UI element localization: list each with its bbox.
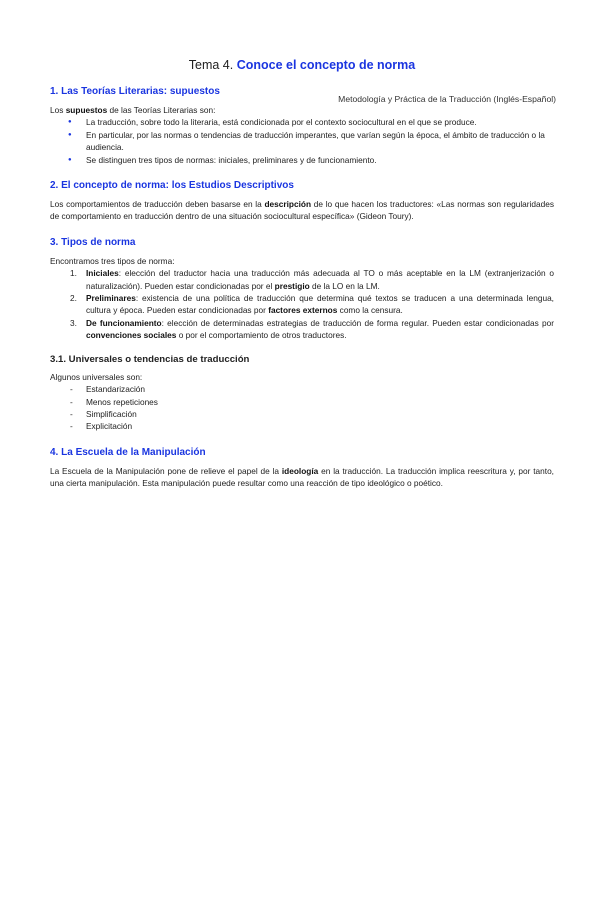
- title-prefix: Tema 4.: [188, 58, 237, 72]
- dash-marker: -: [70, 408, 73, 419]
- section-3-intro: Encontramos tres tipos de norma:: [50, 255, 175, 266]
- text-run: Los comportamientos de traducción deben basarse en la: [50, 199, 265, 210]
- bullet-item: ● Se distinguen tres tipos de normas: iniciales, preliminares y de funcionamiento.: [50, 154, 554, 166]
- item-number: 3.: [70, 317, 77, 328]
- bullet-item: ● La traducción, sobre todo la literaria, está condicionada por el contexto sociocultural en el que se produce.: [50, 116, 554, 128]
- section-4-heading: 4. La Escuela de la Manipulación: [50, 446, 206, 458]
- text-run: : elección de determinadas estrategias de traducción de forma regular. Pueden estar condicionadas por: [161, 317, 554, 328]
- text-run: de la LO en la LM.: [309, 280, 380, 291]
- section-3-1-heading: 3.1. Universales o tendencias de traducción: [50, 353, 250, 365]
- item-number: 2.: [70, 293, 77, 304]
- page-title: [50, 58, 554, 72]
- bold-term: ideología: [281, 465, 319, 476]
- text-run: : existencia de una política de traducción que determina qué textos se traducen a una determinada lengua, cultura y época. Pueden estar condicionadas por: [86, 293, 554, 316]
- text-run: : elección del traductor hacia una traducción más adecuada al TO o más aceptable en la LM (extranjerización o naturalización). Pueden estar condicionadas por el: [86, 268, 554, 291]
- text-run: de lo que hacen los traductores: «Las normas son regularidades de comportamiento en traducción dentro de una situación sociocultural específica» (Gideon Toury).: [50, 199, 554, 222]
- section-3-1-dash-list: [50, 383, 554, 433]
- bold-term: Preliminares: [86, 293, 136, 304]
- bullet-item: ● En particular, por las normas o tendencias de traducción imperantes, que varían según la época, el ámbito de traducción o la audiencia.: [50, 129, 554, 154]
- section-3-numbered-list: [50, 267, 554, 341]
- text-run: Los: [50, 105, 66, 115]
- dash-item: [50, 396, 554, 408]
- bold-term: convenciones sociales: [86, 330, 177, 341]
- text-run: como la censura.: [337, 305, 403, 316]
- section-1-intro: [50, 104, 554, 116]
- bold-term: De funcionamiento: [86, 317, 162, 328]
- document-page: [0, 58, 600, 906]
- bold-term: factores externos: [268, 305, 338, 316]
- text-run: en la traducción. La traducción implica reescritura y, por tanto, una cierta manipulación. Esta manipulación puede resultar como una reacción de tipo ideológico o poético.: [50, 465, 554, 489]
- item-number: 1.: [70, 268, 77, 279]
- bold-term: supuestos: [65, 105, 108, 115]
- numbered-item: [50, 292, 554, 317]
- dash-item: [50, 383, 554, 395]
- dash-marker: -: [70, 384, 73, 395]
- dash-item: [50, 408, 554, 420]
- bold-term: descripción: [264, 199, 312, 210]
- section-4-paragraph: [50, 465, 554, 490]
- section-1-bullet-list: [50, 116, 554, 166]
- bold-term: Iniciales: [86, 268, 119, 279]
- bold-term: prestigio: [274, 280, 310, 291]
- text-run: La Escuela de la Manipulación pone de relieve el papel de la: [50, 465, 282, 476]
- section-2-heading: 2. El concepto de norma: los Estudios Descriptivos: [50, 180, 294, 192]
- title-accent: Conoce el concepto de norma: [236, 58, 416, 72]
- section-3-1-intro: Algunos universales son:: [50, 371, 143, 382]
- running-header: Metodología y Práctica de la Traducción (Inglés-Español): [338, 94, 556, 104]
- text-run: Explicitación: [86, 421, 133, 432]
- numbered-item: [50, 267, 554, 292]
- text-run: Menos repeticiones: [86, 396, 158, 407]
- dash-item: [50, 420, 554, 432]
- text-run: Estandarización: [86, 384, 146, 395]
- text-run: o por el comportamiento de otros traductores.: [176, 330, 347, 341]
- section-1-heading: 1. Las Teorías Literarias: supuestos: [50, 86, 220, 97]
- dash-marker: -: [70, 421, 73, 432]
- section-2-paragraph: [50, 198, 554, 223]
- section-3-heading: 3. Tipos de norma: [50, 236, 136, 248]
- dash-marker: -: [70, 396, 73, 407]
- numbered-item: [50, 317, 554, 342]
- text-run: Simplificación: [86, 408, 137, 419]
- text-run: de las Teorías Literarias son:: [107, 105, 216, 115]
